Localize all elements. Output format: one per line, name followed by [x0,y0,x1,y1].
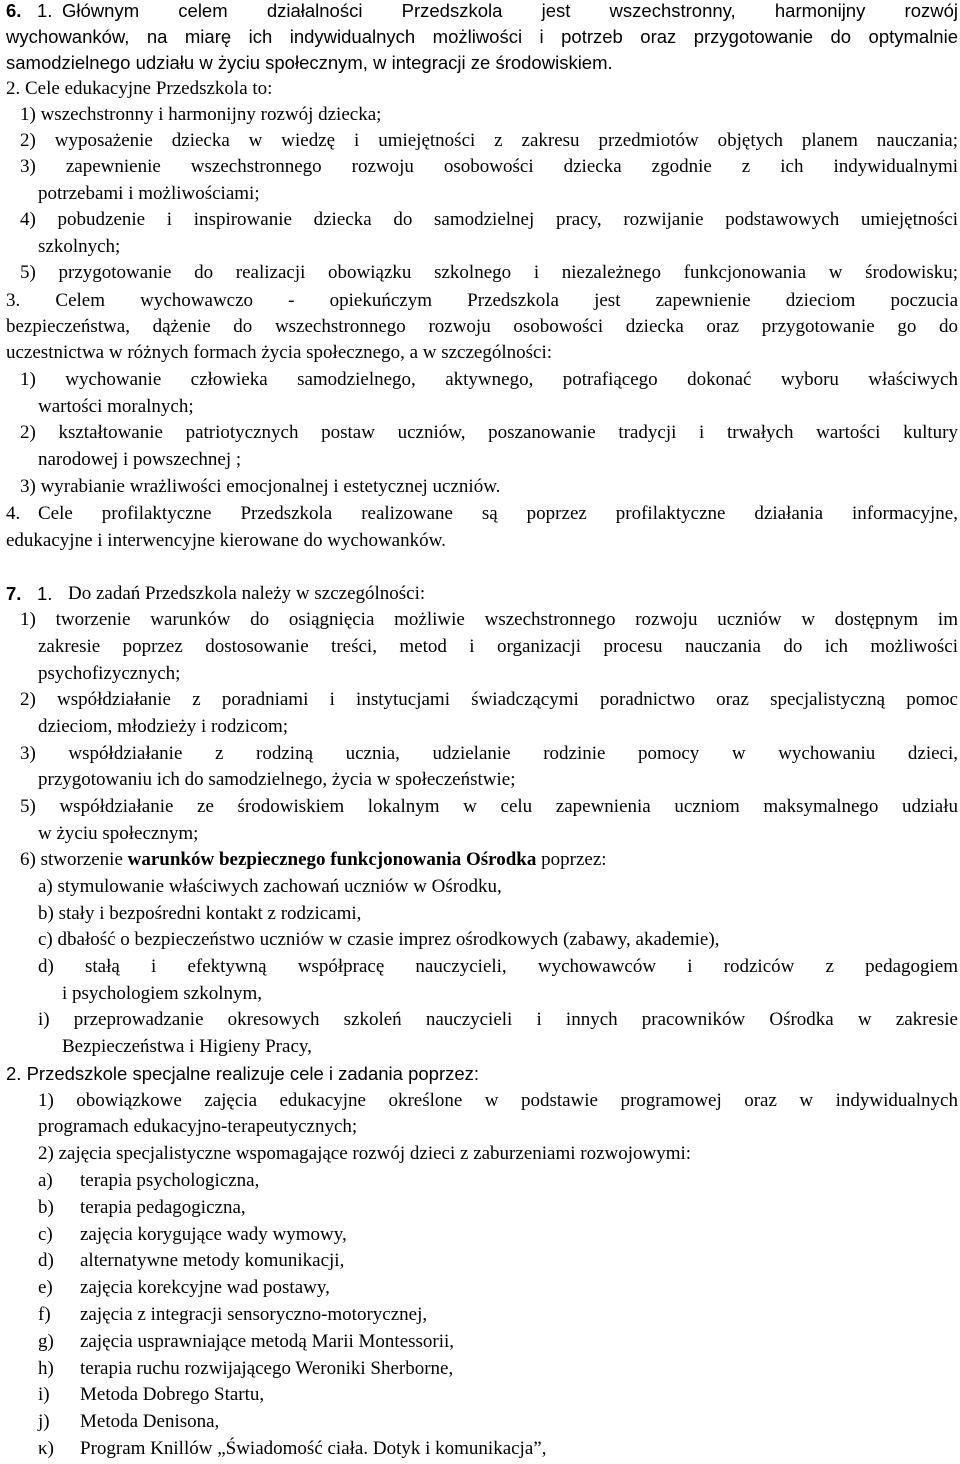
s7-p1-sub-i: i) przeprowadzanie okresowych szkoleń nauczycieli i innych pracowników Ośrodka w zakresie [38,1009,958,1030]
section-7-heading [6,583,21,609]
therapy-item-letter: h) [38,1358,54,1379]
s7-p1-item-2: 2) współdziałanie z poradniami i instytucjami świadczącymi poradnictwo oraz specjalistyczną pomoc [20,689,958,710]
s7-p1-sub-d: d) stałą i efektywną współpracę nauczycieli, wychowawców i rodziców z pedagogiem [38,956,958,977]
s6-p3-item-1-cont: wartości moralnych; [38,396,194,417]
s7-p2-item-1-cont: programach edukacyjno-terapeutycznych; [38,1116,358,1137]
therapy-item-text: zajęcia korygujące wady wymowy, [80,1224,347,1245]
s6-p3-item-2: 2) kształtowanie patriotycznych postaw uczniów, poszanowanie tradycji i trwałych wartości kultury [20,422,958,443]
s7-p1-item-3-cont: przygotowaniu ich do samodzielnego, życia w społeczeństwie; [38,769,516,790]
therapy-item-letter: d) [38,1250,54,1271]
section-7-number: 7. [6,583,22,604]
therapy-item-letter: i) [38,1384,50,1405]
s6-p1-line-2: wychowanków, na miarę ich indywidualnych możliwości i potrzeb oraz przygotowanie do optymalnie [6,26,958,47]
s7-p1-item-3: 3) współdziałanie z rodziną ucznia, udzielanie rodzinie pomocy w wychowaniu dzieci, [20,743,958,764]
s7-p2-item-1: 1) obowiązkowe zajęcia edukacyjne określone w podstawie programowej oraz w indywidualnych [38,1090,958,1111]
s6-p2-item-4-cont: szkolnych; [38,236,121,257]
therapy-item-letter: b) [38,1197,54,1218]
therapy-item-letter: c) [38,1224,53,1245]
s7-p1-item-2-cont: dzieciom, młodzieży i rodzicom; [38,716,289,737]
s7-p1-sub-a: a) stymulowanie właściwych zachowań uczniów w Ośrodku, [38,876,502,897]
s7-p1-item-1-cont-2: psychofizycznych; [38,663,181,684]
s7-p1-heading: Do zadań Przedszkola należy w szczególności: [68,583,426,604]
s7-p2-item-2: 2) zajęcia specjalistyczne wspomagające rozwój dzieci z zaburzeniami rozwojowymi: [38,1143,692,1164]
therapy-item-text: zajęcia z integracji sensoryczno-motorycznej, [80,1304,428,1325]
s7-p1-item-5: 5) współdziałanie ze środowiskiem lokalnym w celu zapewnienia uczniom maksymalnego udziału [20,796,958,817]
s6-p2-item-1: 1) wszechstronny i harmonijny rozwój dziecka; [20,104,382,125]
s7-p1-item-5-cont: w życiu społecznym; [38,823,199,844]
s7-item-6-bold: warunków bezpiecznego funkcjonowania Ośrodka [127,849,537,870]
s6-p3-line-3: uczestnictwa w różnych formach życia społecznego, a w szczególności: [6,342,553,363]
s7-item-6-prefix: 6) stworzenie [20,849,128,870]
s6-p2-item-2: 2) wyposażenie dziecka w wiedzę i umiejętności z zakresu przedmiotów objętych planem nauczania; [20,130,958,151]
therapy-item-text: zajęcia korekcyjne wad postawy, [80,1277,330,1298]
s7-p1-sub-d-cont: i psychologiem szkolnym, [62,983,263,1004]
therapy-item-letter: g) [38,1331,54,1352]
s7-p1-sub-c: c) dbałość o bezpieczeństwo uczniów w czasie imprez ośrodkowych (zabawy, akademie), [38,929,720,950]
s6-p3-item-1: 1) wychowanie człowieka samodzielnego, aktywnego, potrafiącego dokonać wyboru właściwych [20,369,958,390]
therapy-item-letter: e) [38,1277,53,1298]
therapy-item-letter: a) [38,1170,53,1191]
therapy-item-text: Program Knillów „Świadomość ciała. Dotyk i komunikacja”, [80,1438,547,1459]
therapy-item-text: alternatywne metody komunikacji, [80,1250,345,1271]
s7-p1-item-1-cont-1: zakresie poprzez dostosowanie treści, metod i organizacji procesu nauczania do ich możliwości [38,636,958,657]
s7-item-6-suffix: poprzez: [536,849,607,870]
s7-p1-sub-b: b) stały i bezpośredni kontakt z rodzicami, [38,903,362,924]
s6-p4-line-2: edukacyjne i interwencyjne kierowane do wychowanków. [6,530,446,551]
s7-p1-number: 1. [37,583,53,604]
therapy-item-letter: κ) [38,1438,54,1459]
therapy-item-text: terapia pedagogiczna, [80,1197,246,1218]
s6-p4-line-1: Cele profilaktyczne Przedszkola realizowane są poprzez profilaktyczne działania informacyjne, [38,503,958,524]
s7-p2-heading: 2. Przedszkole specjalne realizuje cele i zadania poprzez: [6,1063,480,1084]
therapy-item-letter: f) [38,1304,51,1325]
s7-p1-item-1: 1) tworzenie warunków do osiągnięcia możliwie wszechstronnego rozwoju uczniów w dostępnym im [20,609,958,630]
therapy-item-text: Metoda Dobrego Startu, [80,1384,265,1405]
s6-p2-item-3: 3) zapewnienie wszechstronnego rozwoju osobowości dziecka zgodnie z ich indywidualnymi [20,156,958,177]
s6-p2-item-5: 5) przygotowanie do realizacji obowiązku szkolnego i niezależnego funkcjonowania w środowisku; [20,262,958,283]
s6-p3-line-1: 3. Celem wychowawczo - opiekuńczym Przedszkola jest zapewnienie dzieciom poczucia [6,290,958,311]
therapy-item-text: terapia psychologiczna, [80,1170,260,1191]
s6-p4-number: 4. [6,503,21,524]
therapy-item-letter: j) [38,1411,50,1432]
therapy-item-text: zajęcia usprawniające metodą Marii Montessorii, [80,1331,455,1352]
s6-p2-item-3-cont: potrzebami i możliwościami; [38,183,260,204]
s6-p2-item-4: 4) pobudzenie i inspirowanie dziecka do samodzielnej pracy, rozwijanie podstawowych umiejętności [20,209,958,230]
s6-p1-line-3: samodzielnego udziału w życiu społecznym, w integracji ze środowiskiem. [6,52,613,73]
s6-p3-line-2: bezpieczeństwa, dążenie do wszechstronnego rozwoju osobowości dziecka oraz przygotowanie go do [6,316,958,337]
s6-p1-number: 1. [37,0,53,21]
therapy-item-text: Metoda Denisona, [80,1411,220,1432]
s6-p1-line-1: Głównym celem działalności Przedszkola jest wszechstronny, harmonijny rozwój [62,0,958,21]
section-6-number: 6. [6,0,22,21]
s6-p3-item-2-cont: narodowej i powszechnej ; [38,449,242,470]
section-6-heading [6,0,21,26]
s6-p2-heading: 2. Cele edukacyjne Przedszkola to: [6,78,273,99]
therapy-item-text: terapia ruchu rozwijającego Weroniki Sherborne, [80,1358,454,1379]
s6-p3-item-3: 3) wyrabianie wrażliwości emocjonalnej i estetycznej uczniów. [20,476,501,497]
s7-p1-item-6 [20,849,607,875]
s7-p1-sub-i-cont: Bezpieczeństwa i Higieny Pracy, [62,1036,312,1057]
